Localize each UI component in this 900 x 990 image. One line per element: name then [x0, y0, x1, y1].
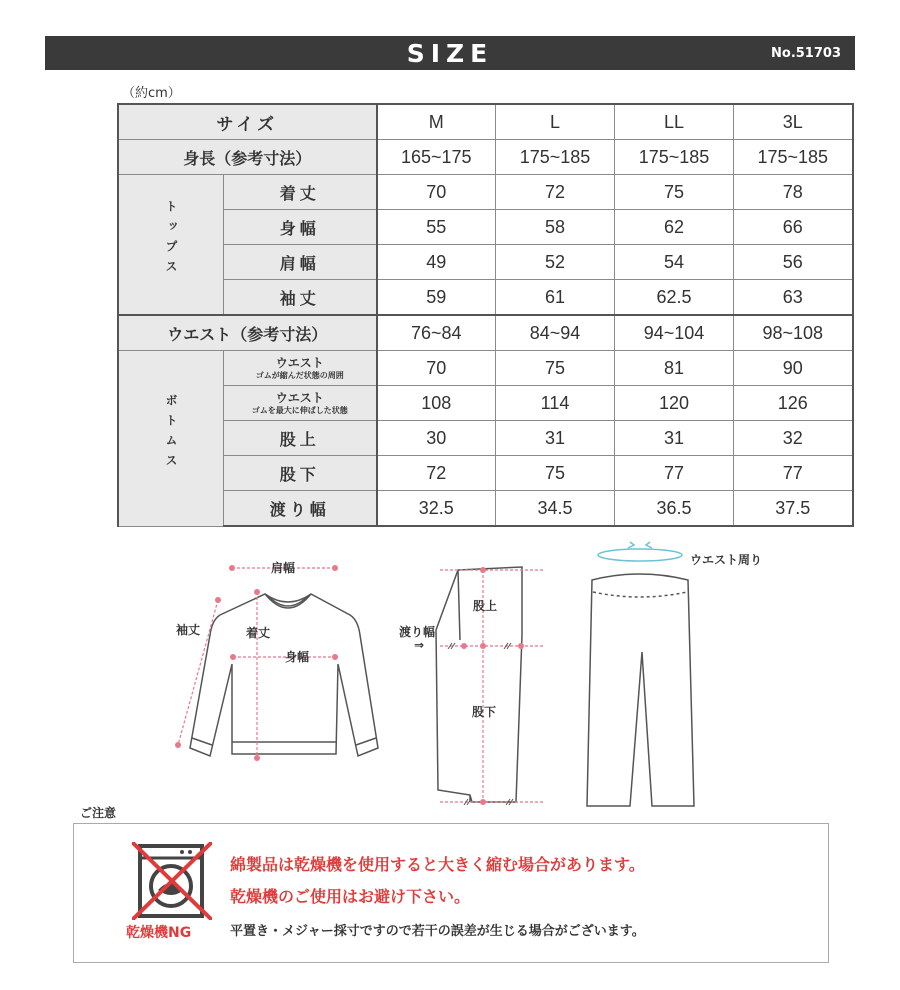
dryer-ng-label: 乾燥機NG [126, 925, 192, 941]
tops-category-label: トップス [164, 200, 178, 280]
table-cell: 62 [615, 210, 734, 245]
table-cell: 72 [377, 456, 496, 491]
waist-around-label: ウエスト周り [690, 553, 763, 567]
table-row-sizes [118, 104, 853, 140]
rise-label: 股上 [473, 599, 498, 613]
table-cell: 175~185 [734, 140, 853, 175]
size-3l: 3L [734, 104, 853, 140]
sweatshirt-diagram [190, 594, 378, 756]
thigh-arrow: ⇒ [414, 638, 425, 652]
size-m: M [377, 104, 496, 140]
table-row-height [118, 140, 853, 175]
table-row [118, 245, 853, 280]
waist-reference-label: ウエスト（参考寸法） [118, 315, 377, 351]
inseam-label: 股下 [472, 705, 497, 719]
table-cell: 81 [615, 351, 734, 386]
shoulder-label: 肩幅 [271, 561, 296, 575]
bottoms-category [118, 351, 224, 527]
row-label: 股下 [224, 456, 377, 491]
table-cell: 30 [377, 421, 496, 456]
table-cell: 75 [496, 351, 615, 386]
table-cell: 54 [615, 245, 734, 280]
page-title: SIZE [406, 39, 494, 68]
table-cell: 175~185 [615, 140, 734, 175]
table-cell: 70 [377, 351, 496, 386]
table-cell: 31 [496, 421, 615, 456]
table-cell: 108 [377, 386, 496, 421]
size-ll: LL [615, 104, 734, 140]
row-label: 渡り幅 [224, 491, 377, 527]
row-label: 股上 [224, 421, 377, 456]
sleeve-label: 袖丈 [176, 623, 201, 637]
warning-avoid-dryer: 乾燥機のご使用はお避け下さい。 [230, 887, 471, 906]
table-row [118, 280, 853, 316]
pants-front-diagram [587, 574, 694, 806]
table-cell: 32.5 [377, 491, 496, 527]
header-bar [45, 36, 855, 70]
table-cell: 175~185 [496, 140, 615, 175]
unit-note: （約cm） [122, 86, 181, 101]
table-cell: 77 [734, 456, 853, 491]
thigh-label: 渡り幅 [399, 625, 436, 639]
table-cell: 76~84 [377, 315, 496, 351]
table-cell: 114 [496, 386, 615, 421]
table-cell: 77 [615, 456, 734, 491]
table-cell: 31 [615, 421, 734, 456]
notice-heading: ご注意 [80, 806, 117, 820]
table-cell: 126 [734, 386, 853, 421]
table-cell: 49 [377, 245, 496, 280]
table-row [118, 175, 853, 210]
table-row [118, 421, 853, 456]
table-cell: 58 [496, 210, 615, 245]
size-l: L [496, 104, 615, 140]
table-cell: 94~104 [615, 315, 734, 351]
row-label-note: ゴムを最大に伸ばした状態 [251, 405, 348, 415]
row-label-main: ウエスト [275, 390, 324, 405]
measurement-diagrams [0, 540, 900, 810]
table-row [118, 210, 853, 245]
row-label: 袖丈 [224, 280, 377, 316]
dryer-prohibited-icon [132, 842, 212, 920]
size-table [117, 103, 854, 527]
table-cell: 62.5 [615, 280, 734, 316]
notice-box [73, 823, 829, 963]
table-row [118, 351, 853, 386]
row-label: 着丈 [224, 175, 377, 210]
measurement-disclaimer: 平置き・メジャー採寸ですので若干の誤差が生じる場合がございます。 [230, 924, 645, 939]
table-row [118, 491, 853, 527]
pants-fold-marks [448, 643, 513, 805]
bottoms-category-label: ボトムス [164, 393, 178, 474]
table-cell: 165~175 [377, 140, 496, 175]
table-cell: 78 [734, 175, 853, 210]
table-cell: 55 [377, 210, 496, 245]
table-cell: 66 [734, 210, 853, 245]
table-cell: 37.5 [734, 491, 853, 527]
table-cell: 36.5 [615, 491, 734, 527]
row-label [224, 386, 377, 421]
table-cell: 32 [734, 421, 853, 456]
table-cell: 120 [615, 386, 734, 421]
table-cell: 72 [496, 175, 615, 210]
body-width-label: 身幅 [285, 650, 310, 664]
height-label: 身長（参考寸法） [118, 140, 377, 175]
table-cell: 90 [734, 351, 853, 386]
table-cell: 61 [496, 280, 615, 316]
table-cell: 98~108 [734, 315, 853, 351]
waist-around-icon [598, 542, 682, 561]
table-cell: 70 [377, 175, 496, 210]
table-cell: 34.5 [496, 491, 615, 527]
table-cell: 63 [734, 280, 853, 316]
table-cell: 59 [377, 280, 496, 316]
row-label [224, 351, 377, 386]
row-label: 身幅 [224, 210, 377, 245]
warning-shrink: 綿製品は乾燥機を使用すると大きく縮む場合があります。 [230, 855, 645, 874]
table-cell: 52 [496, 245, 615, 280]
table-row [118, 456, 853, 491]
sweatshirt-measure-lines [175, 565, 338, 761]
tops-category [118, 175, 224, 316]
size-header: サイズ [118, 104, 377, 140]
table-cell: 75 [615, 175, 734, 210]
length-label: 着丈 [246, 626, 271, 640]
product-number: No.51703 [771, 46, 841, 61]
table-cell: 75 [496, 456, 615, 491]
table-row [118, 386, 853, 421]
table-cell: 84~94 [496, 315, 615, 351]
row-label-main: ウエスト [275, 355, 324, 370]
table-row-waist-reference [118, 315, 853, 351]
row-label: 肩幅 [224, 245, 377, 280]
row-label-note: ゴムが縮んだ状態の周囲 [255, 370, 344, 380]
table-cell: 56 [734, 245, 853, 280]
